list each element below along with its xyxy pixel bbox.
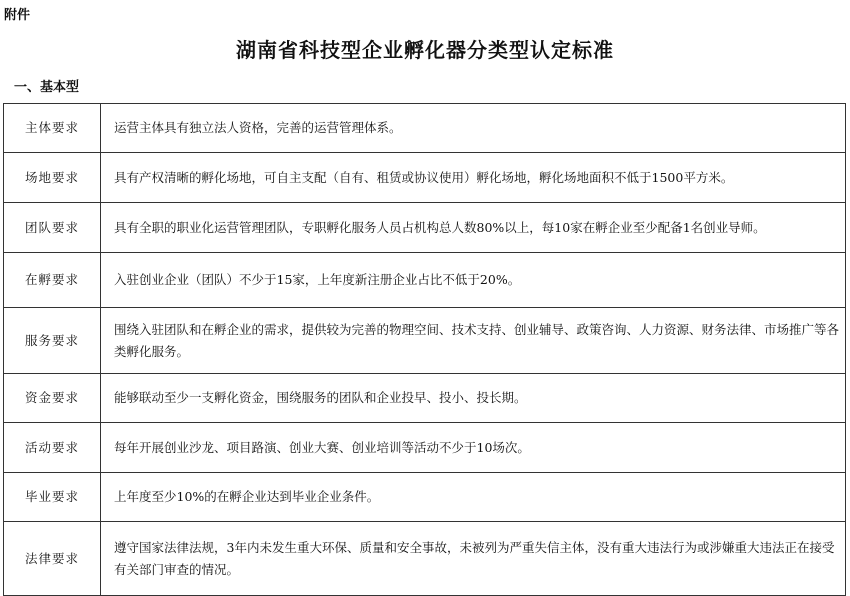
row-content: 具有全职的职业化运营管理团队，专职孵化服务人员占机构总人数80%以上，每10家在孵企业至少配备1名创业导师。 [101,203,846,253]
row-label: 资金要求 [4,374,101,423]
table-row-subject [4,104,846,153]
row-label: 场地要求 [4,153,101,203]
table-row-venue [4,153,846,203]
row-content: 遵守国家法律法规，3年内未发生重大环保、质量和安全事故，未被列为严重失信主体，没有重大违法行为或涉嫌重大违法正在接受有关部门审查的情况。 [101,522,846,596]
row-content: 运营主体具有独立法人资格，完善的运营管理体系。 [101,104,846,153]
row-label: 法律要求 [4,522,101,596]
row-label: 活动要求 [4,423,101,473]
table-row-funding [4,374,846,423]
row-content: 具有产权清晰的孵化场地，可自主支配（自有、租赁或协议使用）孵化场地，孵化场地面积不低于1500平方米。 [101,153,846,203]
row-content: 上年度至少10%的在孵企业达到毕业企业条件。 [101,473,846,522]
row-label: 服务要求 [4,308,101,374]
table-row-team [4,203,846,253]
row-content: 能够联动至少一支孵化资金，围绕服务的团队和企业投早、投小、投长期。 [101,374,846,423]
attachment-label: 附件 [4,8,31,23]
criteria-table [3,103,846,596]
row-content: 入驻创业企业（团队）不少于15家，上年度新注册企业占比不低于20%。 [101,253,846,308]
table-row-graduation [4,473,846,522]
row-content: 围绕入驻团队和在孵企业的需求，提供较为完善的物理空间、技术支持、创业辅导、政策咨询、人力资源、财务法律、市场推广等各类孵化服务。 [101,308,846,374]
table-row-incubation [4,253,846,308]
row-label: 主体要求 [4,104,101,153]
section-heading: 一、基本型 [14,80,80,95]
row-label: 在孵要求 [4,253,101,308]
table-row-activity [4,423,846,473]
row-label: 团队要求 [4,203,101,253]
table-row-service [4,308,846,374]
row-content: 每年开展创业沙龙、项目路演、创业大赛、创业培训等活动不少于10场次。 [101,423,846,473]
table-row-legal [4,522,846,596]
document-title: 湖南省科技型企业孵化器分类型认定标准 [236,38,614,62]
row-label: 毕业要求 [4,473,101,522]
